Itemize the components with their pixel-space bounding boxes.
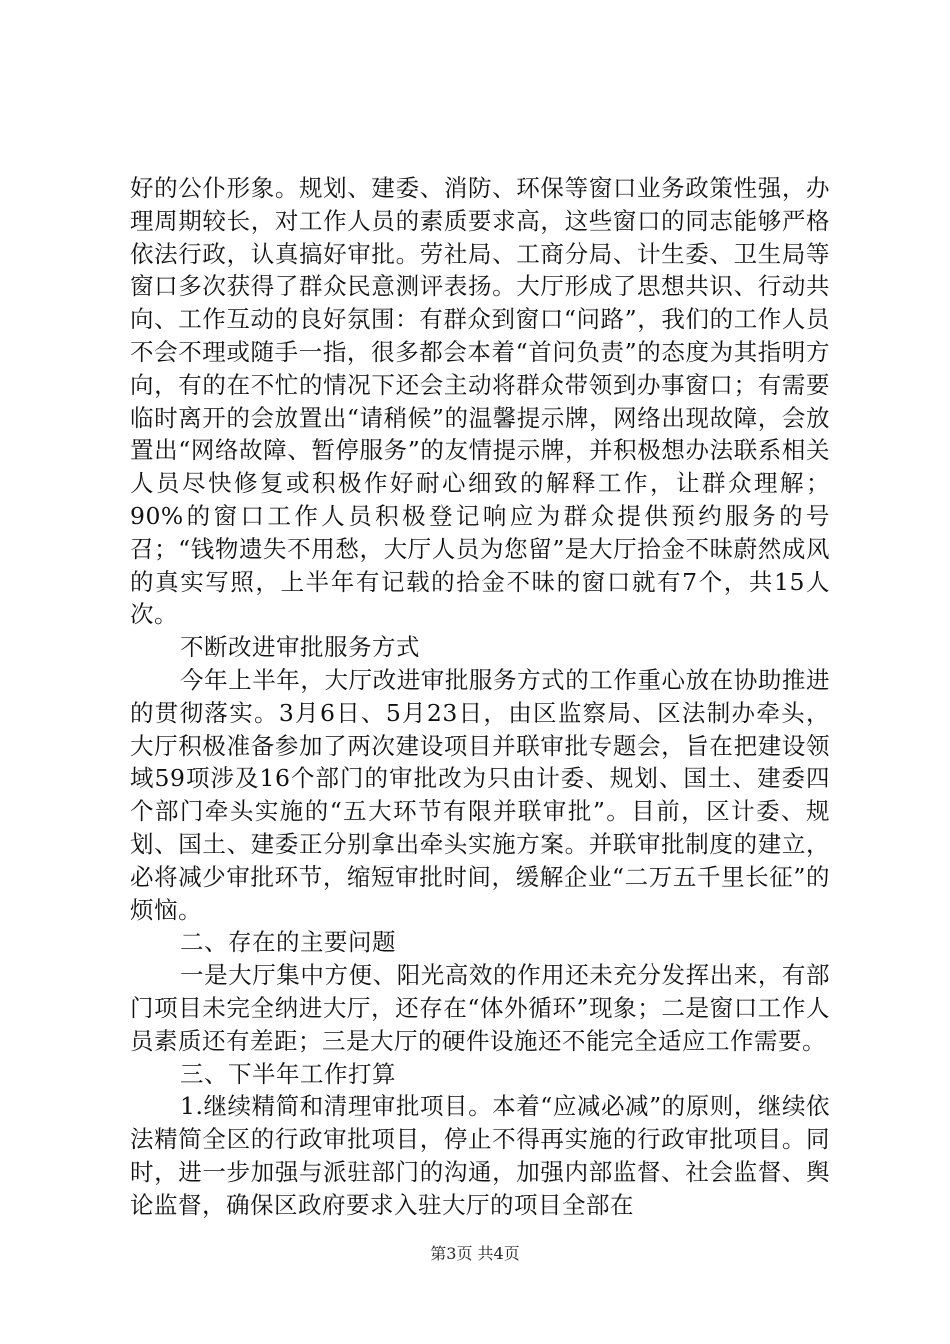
heading-main-problems: 二、存在的主要问题 xyxy=(180,928,396,957)
document-body xyxy=(130,172,830,1222)
paragraph-continuation: 好的公仆形象。规划、建委、消防、环保等窗口业务政策性强，办理周期较长，对工作人员的素质要求高，这些窗口的同志能够严格依法行政，认真搞好审批。劳社局、工商分局、计生委、卫生局等窗口多次获得了群众民意测评表扬。大厅形成了思想共识、行动共向、工作互动的良好氛围：有群众到窗口“问路”，我们的工作人员不会不理或随手一指，很多都会本着“首问负责”的态度为其指明方向，有的在不忙的情况下还会主动将群众带领到办事窗口；有需要临时离开的会放置出“请稍候”的温馨提示牌，网络出现故障，会放置出“网络故障、暂停服务”的友情提示牌，并积极想办法联系相关人员尽快修复或积极作好耐心细致的解释工作，让群众理解；90%的窗口工作人员积极登记响应为群众提供预约服务的号召；“钱物遗失不用愁，大厅人员为您留”是大厅拾金不昧蔚然成风的真实写照，上半年有记载的拾金不昧的窗口就有7个，共15人次。 xyxy=(130,174,830,629)
paragraph-approval-reform: 今年上半年，大厅改进审批服务方式的工作重心放在协助推进的贯彻落实。3月6日、5月23日，由区监察局、区法制办牵头，大厅积极准备参加了两次建设项目并联审批专题会，旨在把建设领域59项涉及16个部门的审批改为只由计委、规划、国土、建委四个部门牵头实施的“五大环节有限并联审批”。目前，区计委、规划、国土、建委正分别拿出牵头实施方案。并联审批制度的建立，必将减少审批环节，缩短审批时间，缓解企业“二万五千里长征”的烦恼。 xyxy=(130,665,830,924)
heading-second-half-plan: 三、下半年工作打算 xyxy=(180,1059,396,1088)
paragraph-plan-item-1: 1.继续精简和清理审批项目。本着“应减必减”的原则，继续依法精简全区的行政审批项目，停止不得再实施的行政审批项目。同时，进一步加强与派驻部门的沟通，加强内部监督、社会监督、舆论监督，确保区政府要求入驻大厅的项目全部在 xyxy=(130,1092,830,1219)
paragraph-problems: 一是大厅集中方便、阳光高效的作用还未充分发挥出来，有部门项目未完全纳进大厅，还存在“体外循环”现象；二是窗口工作人员素质还有差距；三是大厅的硬件设施还不能完全适应工作需要。 xyxy=(130,961,830,1055)
page-footer: 第3页 共4页 xyxy=(430,1244,520,1263)
subheading-improve-approval: 不断改进审批服务方式 xyxy=(180,633,420,662)
